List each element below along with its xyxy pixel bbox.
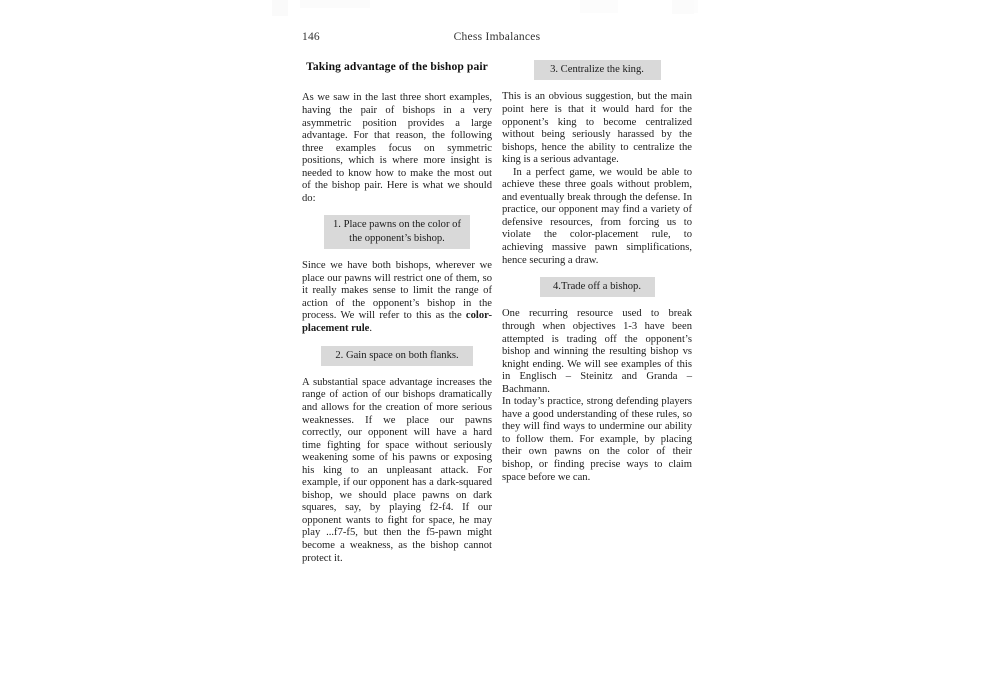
paragraph: A substantial space advantage increases the range of action of our bishops dramatically and allows for the creation of more serious weaknesses. If we place our pawns correctly, our opponent will have a hard time fighting for space without seriously weakening some of his pawns or exposing his king to an unpleasant attack. For example, if our opponent has a dark-squared bishop, we should place pawns on dark squares, say, by playing f2-f4. If our opponent wants to fight for space, he may play ...f7-f5, but then the f5-pawn might become a weakness, as the bishop cannot protect it.: [302, 376, 492, 564]
scan-artifact: [300, 0, 370, 8]
objective-box-3: 3. Centralize the king.: [534, 60, 661, 80]
paragraph-text-tail: .: [369, 322, 373, 334]
scan-artifact: [672, 0, 698, 13]
scan-artifact: [272, 0, 288, 16]
paragraph: In a perfect game, we would be able to achieve these three goals without problem, and eventually break through the defense. In practice, our opponent may find a variety of defensive resources, from forcing us to violate the color-placement rule, to achieving massive pawn simplifications, hence securing a draw.: [502, 166, 692, 266]
paragraph: This is an obvious suggestion, but the main point here is that it would hard for the opponent’s king to become centralized without being seriously harassed by the bishops, hence the ability to centralize the king is a serious advantage.: [502, 91, 692, 166]
scan-artifact: [672, 0, 694, 14]
paragraph: One recurring resource used to break through when objectives 1-3 have been attempted is trading off the opponent’s bishop and winning the resulting bishop vs knight ending. We will see examples of this in Englisch – Steinitz and Granda – Bachmann.: [502, 308, 692, 395]
color-placement-rule-term: color-placement rule: [302, 310, 492, 334]
paragraph: In today’s practice, strong defending players have a good understanding of these rules, so they will find ways to undermine our ability to follow them. For example, by placing their own pawns on the color of their bishop, or finding precise ways to claim space before we can.: [502, 396, 692, 483]
objective-box-4: 4.Trade off a bishop.: [540, 277, 655, 297]
scan-artifact: [580, 0, 618, 13]
objective-box-2: 2. Gain space on both flanks.: [321, 346, 473, 366]
text-column-left: [302, 60, 492, 565]
paragraph: As we saw in the last three short examples, having the pair of bishops in a very asymmetric position provides a large advantage. For that reason, the following three examples focus on symmetric positions, which is where more insight is needed to know how to make the most out of the bishop pair. Here is what we should do:: [302, 92, 492, 204]
objective-box-1: 1. Place pawns on the color of the opponent’s bishop.: [324, 215, 470, 249]
page-number: 146: [302, 31, 320, 43]
section-heading: Taking advantage of the bishop pair: [306, 60, 488, 73]
paragraph-text: Since we have both bishops, wherever we place our pawns will restrict one of them, so it really makes sense to limit the range of action of the opponent’s bishop in the process. We will refer to this as the: [302, 260, 492, 322]
book-title-header: Chess Imbalances: [453, 31, 541, 43]
paragraph: [302, 260, 492, 335]
running-head: [302, 31, 692, 47]
text-column-right: [502, 60, 692, 484]
